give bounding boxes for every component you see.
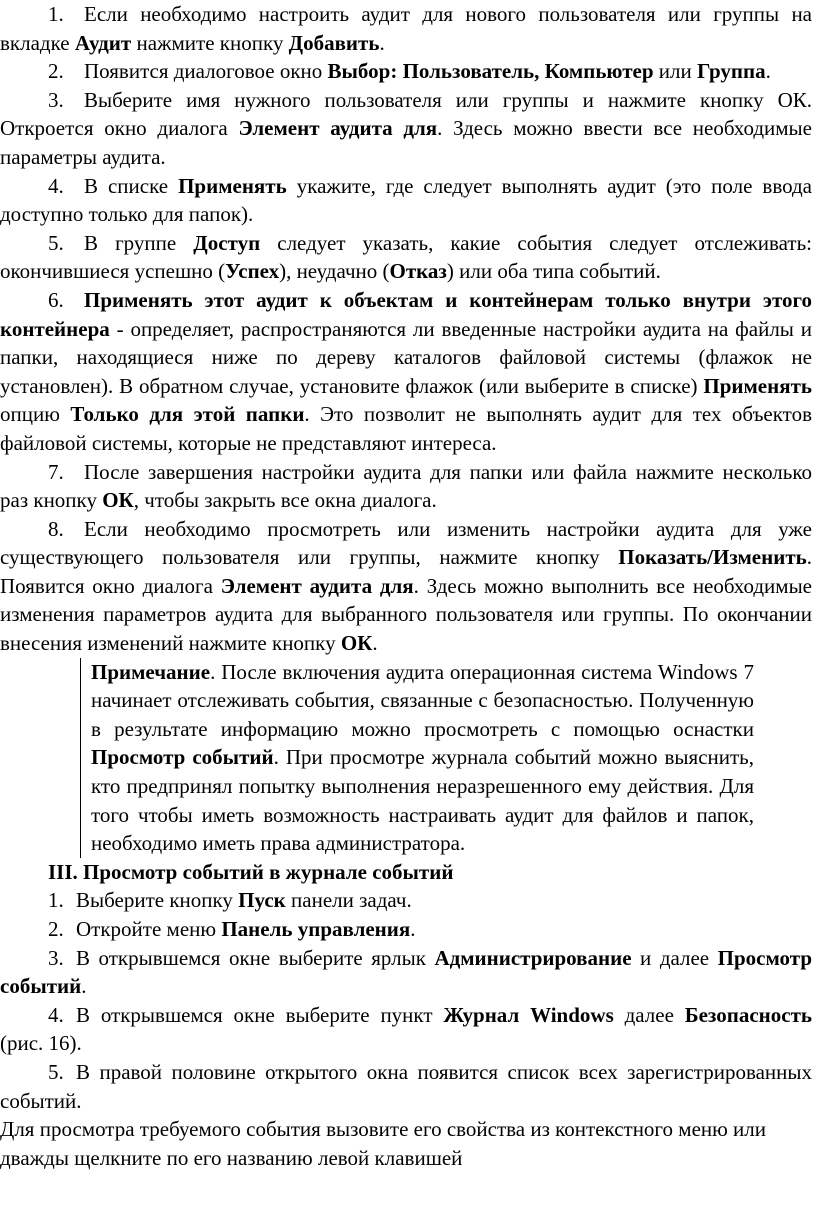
list-item-number: 5. bbox=[48, 230, 64, 255]
text-run: далее bbox=[613, 1002, 685, 1027]
step-item bbox=[0, 944, 812, 1001]
text-run: Откройте меню bbox=[76, 917, 222, 941]
text-run: Появится диалоговое окно bbox=[84, 59, 328, 84]
bold-term: Аудит bbox=[74, 30, 132, 55]
text-run: . Здесь можно выполнить все необходимые изменения параметров аудита для выбранного пользователя или группы. По окончании внесения изменений нажмите кнопку bbox=[0, 573, 812, 656]
list-item bbox=[0, 57, 812, 86]
text-run: В группе bbox=[84, 230, 194, 255]
text-run: ) или оба типа событий. bbox=[446, 259, 661, 284]
text-run: . bbox=[765, 59, 771, 84]
text-run: В правой половине открытого окна появится список всех зарегистрированных событий. bbox=[0, 1059, 812, 1113]
text-run: . При просмотре журнала событий можно выяснить, кто предпринял попытку выполнения неразрешенного ему действия. Для того чтобы иметь возможность настраивать аудит для файлов и папок, необходимо иметь права администратора. bbox=[91, 745, 754, 856]
step-item bbox=[0, 1001, 812, 1058]
text-run: ), неудачно ( bbox=[279, 259, 390, 284]
bold-term: Доступ bbox=[193, 230, 261, 255]
bold-term: Добавить bbox=[288, 30, 380, 55]
list-item-number: 8. bbox=[48, 516, 64, 541]
note-text bbox=[91, 658, 754, 858]
bold-term: ОК bbox=[102, 488, 134, 513]
text-run: и далее bbox=[631, 945, 718, 970]
text-run: (рис. 16). bbox=[0, 1031, 82, 1056]
bold-term: Группа bbox=[696, 59, 766, 84]
bold-term: Администрирование bbox=[434, 945, 632, 970]
final-paragraph: Для просмотра требуемого события вызовите его свойства из контекстного меню или дважды щелкните по его названию левой клавишей bbox=[0, 1117, 767, 1170]
bold-term: Панель управления bbox=[221, 917, 411, 941]
step-item bbox=[0, 886, 812, 915]
list-item bbox=[0, 172, 812, 229]
text-run: . bbox=[410, 917, 416, 941]
bold-term: Безопасность bbox=[684, 1002, 813, 1027]
step-number: 1. bbox=[48, 888, 64, 913]
text-run: нажмите кнопку bbox=[131, 30, 289, 55]
text-run: или bbox=[653, 59, 697, 84]
bold-term: Показать/Изменить bbox=[618, 545, 807, 570]
text-run: Выберите имя нужного пользователя или группы и нажмите кнопку ОК. Откроется окно диалога bbox=[0, 87, 812, 141]
list-item bbox=[0, 515, 812, 658]
text-run: Если необходимо просмотреть или изменить настройки аудита для уже существующего пользователя или группы, нажмите кнопку bbox=[0, 516, 812, 570]
text-run: , чтобы закрыть все окна диалога. bbox=[133, 488, 437, 513]
list-item-number: 2. bbox=[48, 59, 64, 84]
bold-term: Пуск bbox=[238, 888, 286, 913]
bold-term: Примечание bbox=[91, 659, 211, 684]
text-run: . bbox=[372, 631, 378, 656]
bold-term: Применять этот аудит к объектам и контейнерам только внутри этого контейнера bbox=[0, 287, 812, 341]
text-run: . Здесь можно ввести все необходимые параметры аудита. bbox=[0, 116, 812, 169]
list-item-number: 1. bbox=[48, 2, 64, 26]
bold-term: Применять bbox=[178, 173, 287, 198]
step-number: 4. bbox=[48, 1002, 64, 1027]
step-number: 2. bbox=[48, 917, 64, 941]
list-item-number: 6. bbox=[48, 287, 64, 312]
list-item bbox=[0, 86, 812, 172]
bold-term: Выбор: Пользователь, Компьютер bbox=[327, 59, 654, 84]
steps-list bbox=[0, 886, 812, 1115]
list-item-number: 7. bbox=[48, 459, 64, 484]
list-item bbox=[0, 229, 812, 286]
text-run: . Это позволит не выполнять аудит для тех объектов файловой системы, которые не представляют интереса. bbox=[0, 402, 812, 455]
bold-term: Журнал Windows bbox=[443, 1002, 614, 1027]
list-item bbox=[0, 286, 812, 458]
text-run: . Появится окно диалога bbox=[0, 545, 812, 598]
text-run: панели задач. bbox=[285, 888, 412, 913]
step-number: 5. bbox=[48, 1059, 64, 1084]
text-run: . bbox=[81, 974, 87, 999]
step-item bbox=[0, 1058, 812, 1115]
text-run: опцию bbox=[0, 402, 71, 427]
text-run: В списке bbox=[84, 173, 179, 198]
note-block bbox=[80, 658, 812, 858]
bold-term: Просмотр событий bbox=[0, 945, 812, 999]
list-item-number: 4. bbox=[48, 173, 64, 198]
bold-term: Успех bbox=[225, 259, 280, 284]
text-run: После завершения настройки аудита для папки или файла нажмите несколько раз кнопку bbox=[0, 459, 812, 513]
text-run: - определяет, распространяются ли введенные настройки аудита на файлы и папки, находящиеся ниже по дереву каталогов файловой системы (флажок не установлен). В обратном случае, установите флажок (или выберите в списке) bbox=[0, 316, 812, 398]
text-run: следует указать, какие события следует отслеживать: окончившиеся успешно ( bbox=[0, 230, 812, 284]
bold-term: Просмотр событий bbox=[91, 745, 274, 770]
text-run: укажите, где следует выполнять аудит (это поле ввода доступно только для папок). bbox=[0, 173, 812, 227]
text-run: Если необходимо настроить аудит для нового пользователя или группы на вкладке bbox=[0, 2, 812, 55]
bold-term: Применять bbox=[703, 373, 812, 398]
bold-term: Отказ bbox=[389, 259, 447, 284]
step-item bbox=[0, 915, 812, 944]
text-run: . После включения аудита операционная система Windows 7 начинает отслеживать события, связанные с безопасностью. Полученную в результате информацию можно просмотреть с помощью оснастки bbox=[91, 659, 754, 741]
list-item bbox=[0, 0, 812, 57]
bold-term: Элемент аудита для bbox=[220, 573, 414, 598]
list-item-number: 3. bbox=[48, 87, 64, 112]
bold-term: Элемент аудита для bbox=[238, 116, 438, 141]
list-item bbox=[0, 458, 812, 515]
section-heading: III. Просмотр событий в журнале событий bbox=[48, 859, 454, 884]
bold-term: Только для этой папки bbox=[70, 402, 305, 427]
text-run: В открывшемся окне выберите ярлык bbox=[76, 945, 435, 970]
step-number: 3. bbox=[48, 945, 64, 970]
text-run: В открывшемся окне выберите пункт bbox=[76, 1002, 444, 1027]
text-run: Выберите кнопку bbox=[76, 888, 239, 913]
text-run: . bbox=[379, 30, 385, 55]
bold-term: ОК bbox=[340, 631, 373, 656]
